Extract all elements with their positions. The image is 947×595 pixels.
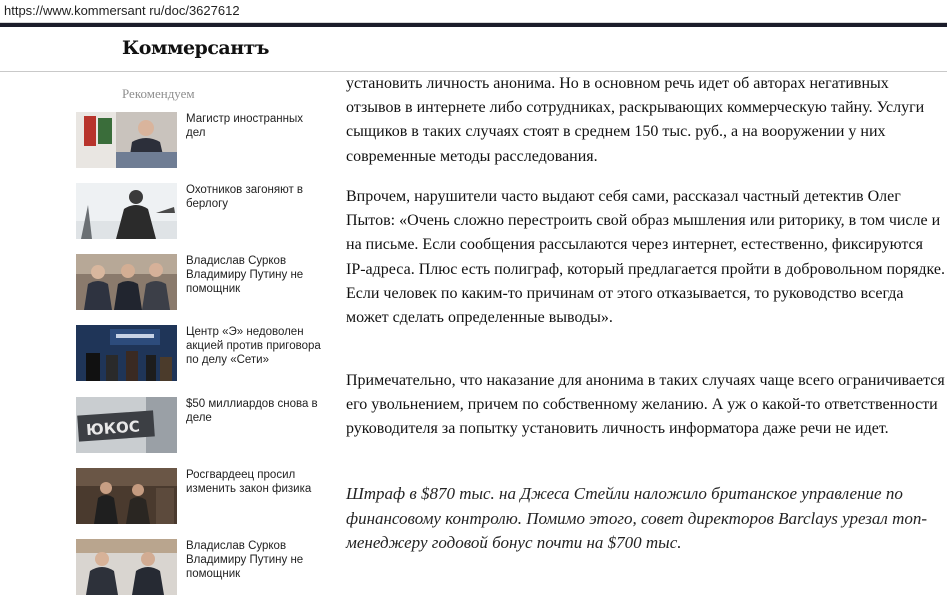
article-paragraph: установить личность анонима. Но в основном речь идет об авторах негативных отзывов в интернете либо сотрудниках, раскрывающих коммерческую тайну. Услуги сыщиков в таких случаях стоят в среднем 150 тыс. руб., а на вооружении у них современные методы расследования. xyxy=(346,75,925,165)
recommendation-item[interactable] xyxy=(76,539,336,595)
recommendation-title[interactable]: Росгвардеец просил изменить закон физика xyxy=(186,469,312,495)
recommendation-item[interactable] xyxy=(76,325,336,381)
recommendation-title[interactable]: Владислав Сурков Владимиру Путину не помощник xyxy=(186,540,304,580)
site-header xyxy=(0,27,947,72)
recommendation-title[interactable]: Владислав Сурков Владимиру Путину не помощник xyxy=(186,255,304,295)
recommendation-thumbnail[interactable] xyxy=(76,539,177,595)
svg-text:ЮКОС: ЮКОС xyxy=(85,417,141,440)
recommendation-thumbnail[interactable] xyxy=(76,468,177,524)
recommendation-title[interactable]: $50 миллиардов снова в деле xyxy=(186,398,318,424)
article-paragraph: Примечательно, что наказание для анонима в таких случаях чаще всего ограничивается его увольнением, причем по собственному желанию. А уж о какой-то ответственности руководителя за попытку установить личность информатора даже речи не идет. xyxy=(346,372,945,438)
article-pull-quote: Штраф в $870 тыс. на Джеса Стейли наложило британское управление по финансовому контролю. Помимо этого, совет директоров Barclays урезал топ-менеджеру годовой бонус почти на $700 тыс. xyxy=(346,484,928,552)
recommendation-thumbnail[interactable] xyxy=(76,112,177,168)
recommendation-item[interactable] xyxy=(76,468,336,524)
site-logo[interactable]: Коммерсантъ xyxy=(122,37,269,59)
article-paragraph: Впрочем, нарушители часто выдают себя сами, рассказал частный детектив Олег Пытов: «Очень сложно перестроить свой образ мышления или риторику, в том числе и на письме. Если сообщения рассылаются через интернет, естественно, фиксируются IP-адреса. Плюс есть полиграф, который предлагается пройти в добровольном порядке. Если человек по каким-то причинам от этого отказывается, то руководство всегда может сделать определенные выводы». xyxy=(346,188,945,327)
address-bar[interactable] xyxy=(0,0,947,23)
recommendations-title: Рекомендуем xyxy=(122,86,195,101)
recommendation-item[interactable] xyxy=(76,254,336,310)
recommendation-thumbnail[interactable] xyxy=(76,254,177,310)
recommendation-title[interactable]: Охотников загоняют в берлогу xyxy=(186,184,304,210)
recommendation-title[interactable]: Магистр иностранных дел xyxy=(186,113,304,139)
url-text[interactable]: https://www.kommersant ru/doc/3627612 xyxy=(4,3,240,18)
recommendation-title[interactable]: Центр «Э» недоволен акцией против приговора по делу «Сети» xyxy=(186,326,321,366)
recommendation-thumbnail[interactable] xyxy=(76,183,177,239)
recommendation-thumbnail[interactable] xyxy=(76,397,177,453)
recommendation-item[interactable] xyxy=(76,397,336,453)
recommendation-item[interactable] xyxy=(76,183,336,239)
recommendation-thumbnail[interactable] xyxy=(76,325,177,381)
recommendation-item[interactable] xyxy=(76,112,336,168)
